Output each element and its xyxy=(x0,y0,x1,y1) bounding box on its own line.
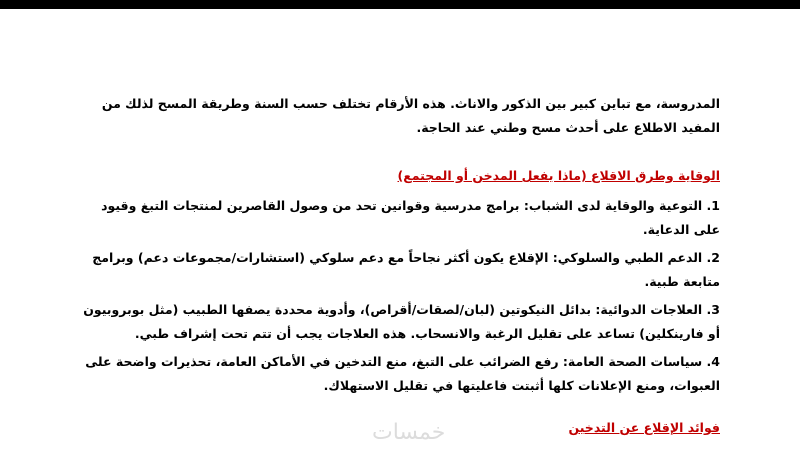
list-item-line-1: 3. العلاجات الدوائية: بدائل النيكوتين (لبان/لصقات/أقراص)، وأدوية محددة يصفها الطبيب (مثل بوبروبيون xyxy=(83,302,720,317)
watermark-logo: خمسات xyxy=(372,420,446,445)
list-item-line-2: أو فارينكلين) تساعد على تقليل الرغبة والانسحاب. هذه العلاجات يجب أن تتم تحت إشراف طبي. xyxy=(134,326,720,341)
document-page xyxy=(80,92,720,446)
list-item-line-1: 4. سياسات الصحة العامة: رفع الضرائب على التبغ، منع التدخين في الأماكن العامة، تحذيرات واضحة على xyxy=(85,354,720,369)
list-item-line-1: 2. الدعم الطبي والسلوكي: الإقلاع يكون أكثر نجاحاً مع دعم سلوكي (استشارات/مجموعات دعم) وبرامج xyxy=(92,250,720,265)
list-item-line-2: العبوات، ومنع الإعلانات كلها أثبتت فاعليتها في تقليل الاستهلاك. xyxy=(323,378,720,393)
list-item-line-1: 1. التوعية والوقاية لدى الشباب: برامج مدرسية وقوانين تحد من وصول القاصرين لمنتجات التبغ وقيود xyxy=(101,198,720,213)
intro-line-2: المفيد الاطلاع على أحدث مسح وطني عند الحاجة. xyxy=(416,120,720,135)
section-heading-benefits: فوائد الإقلاع عن التدخين xyxy=(568,420,720,435)
intro-paragraph xyxy=(80,92,720,140)
list-item xyxy=(80,350,720,398)
list-item xyxy=(80,298,720,346)
list-item xyxy=(80,194,720,242)
list-item-line-2: على الدعاية. xyxy=(642,222,720,237)
intro-line-1: المدروسة، مع تباين كبير بين الذكور والاناث. هذه الأرقام تختلف حسب السنة وطريقة المسح لذلك من xyxy=(101,96,720,111)
list-item xyxy=(80,246,720,294)
section-heading-prevention: الوقاية وطرق الاقلاع (ماذا يفعل المدخن أو المجتمع) xyxy=(397,168,720,183)
top-black-bar xyxy=(0,0,800,9)
list-item-line-2: متابعة طبية. xyxy=(644,274,720,289)
